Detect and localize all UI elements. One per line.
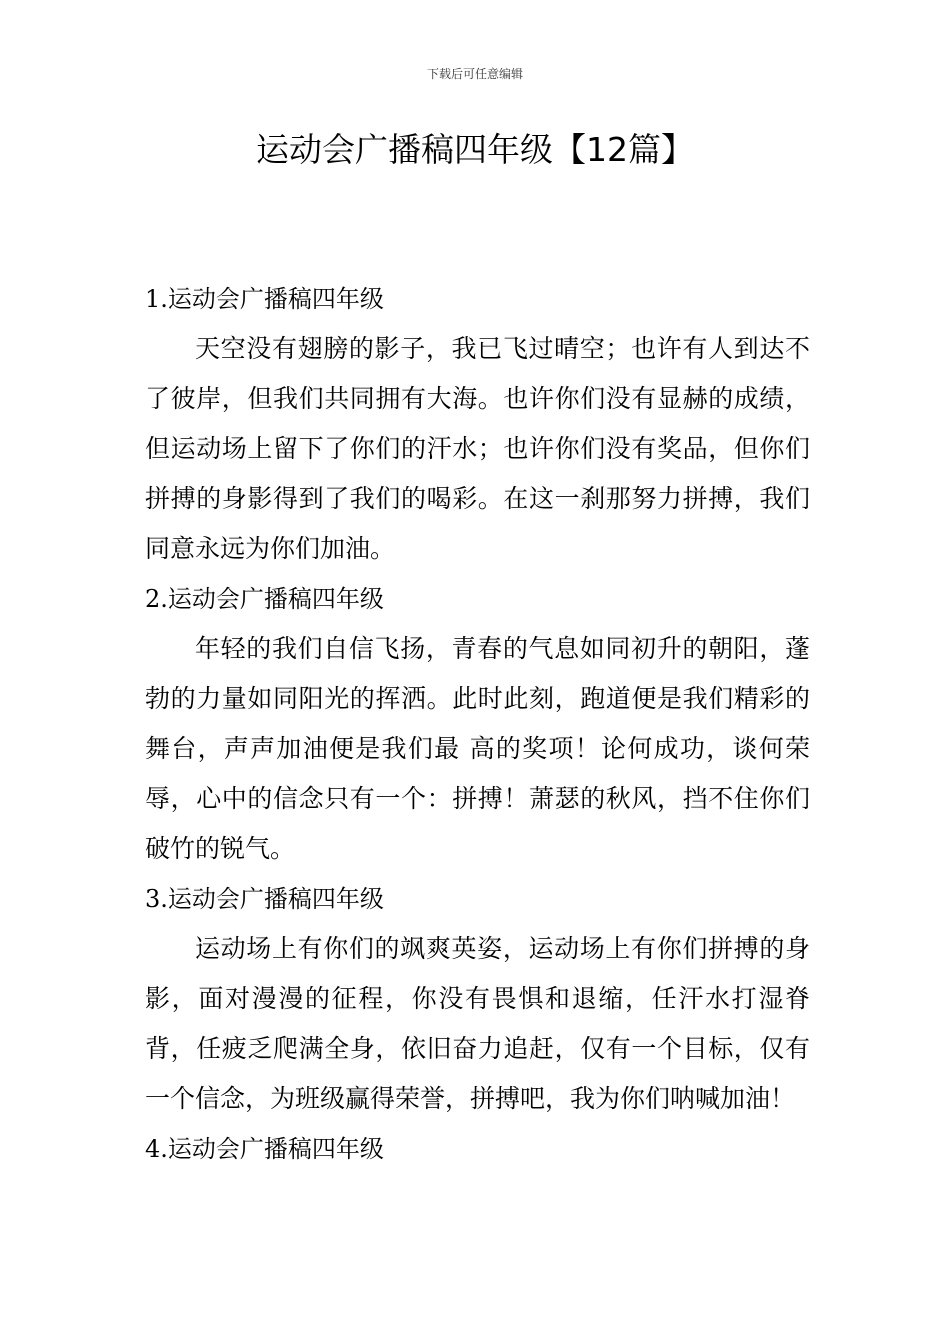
section-paragraph: 天空没有翅膀的影子，我已飞过晴空；也许有人到达不了彼岸，但我们共同拥有大海。也许你们没有显赫的成绩，但运动场上留下了你们的汗水；也许你们没有奖品，但你们拼搏的身影得到了我们的喝彩。在这一刹那努力拼搏，我们同意永远为你们加油。: [145, 334, 810, 563]
document-title: 运动会广播稿四年级【12篇】: [256, 130, 694, 169]
section-heading: 1.运动会广播稿四年级: [145, 285, 384, 313]
section-paragraph: 运动场上有你们的飒爽英姿，运动场上有你们拼搏的身影，面对漫漫的征程，你没有畏惧和退缩，任汗水打湿脊背，任疲乏爬满全身，依旧奋力追赶，仅有一个目标，仅有一个信念，为班级赢得荣誉，拼搏吧，我为你们呐喊加油！: [145, 934, 810, 1113]
section-paragraph: 年轻的我们自信飞扬，青春的气息如同初升的朝阳，蓬勃的力量如同阳光的挥洒。此时此刻，跑道便是我们精彩的舞台，声声加油便是我们最 高的奖项！论何成功，谈何荣辱，心中的信念只有一个：拼搏！萧瑟的秋风，挡不住你们破竹的锐气。: [145, 634, 810, 863]
section-1: [145, 274, 810, 574]
section-2: [145, 574, 810, 874]
section-4: [145, 1124, 810, 1174]
section-heading: 2.运动会广播稿四年级: [145, 585, 384, 613]
document-body: [145, 274, 810, 1174]
section-heading: 4.运动会广播稿四年级: [145, 1135, 384, 1163]
section-3: [145, 874, 810, 1124]
header-note: 下载后可任意编辑: [426, 67, 523, 81]
section-heading: 3.运动会广播稿四年级: [145, 885, 384, 913]
